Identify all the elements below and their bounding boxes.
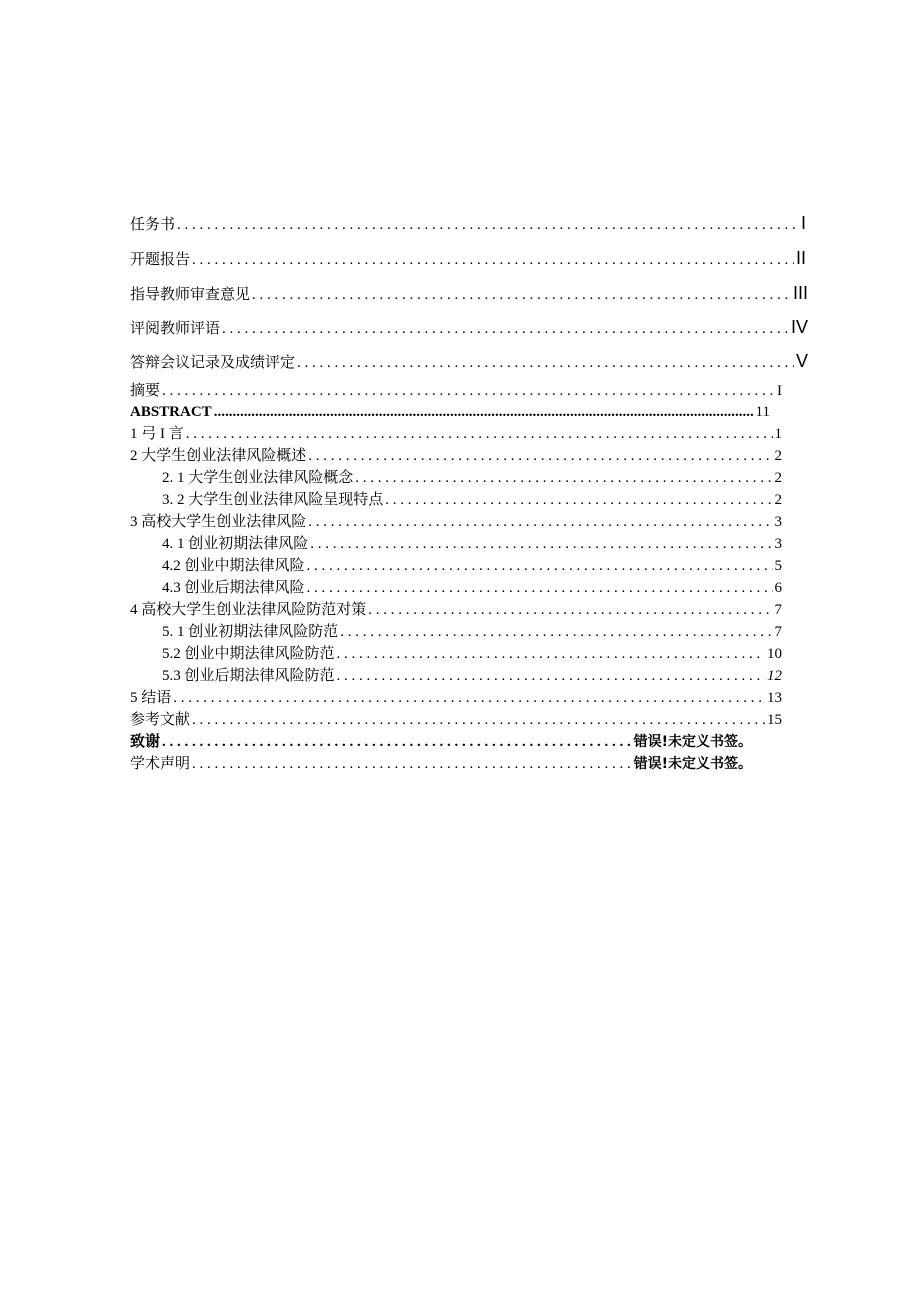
toc-entry-title: 2 大学生创业法律风险概述: [130, 448, 307, 464]
dot-leader: [192, 249, 794, 269]
toc-entry-page: 2: [774, 470, 782, 486]
dot-leader: [162, 381, 775, 401]
toc-entry-page: 11: [755, 404, 770, 420]
toc-entry-page-error: 错误!未定义书签。: [633, 756, 752, 772]
dot-leader: [308, 446, 772, 466]
toc-entry-conclusion[interactable]: [130, 688, 782, 708]
toc-entry-page: 3: [774, 536, 782, 552]
toc-entry-abstract-en[interactable]: [130, 402, 770, 422]
toc-entry-title: ABSTRACT: [130, 404, 212, 420]
toc-entry-title: 1 弓 I 言: [130, 426, 184, 442]
dot-leader: [385, 490, 772, 510]
toc-entry-title: 答辩会议记录及成绩评定: [130, 355, 296, 371]
toc-entry-ch3[interactable]: [130, 512, 782, 532]
toc-entry-title: 5.2 创业中期法律风险防范: [162, 646, 335, 662]
toc-entry-page: 13: [767, 690, 782, 706]
toc-entry-page: 12: [767, 668, 782, 684]
dot-leader: [192, 710, 765, 730]
dot-leader: [252, 284, 791, 304]
toc-entry-title: 5. 1 创业初期法律风险防范: [162, 624, 339, 640]
dot-leader: [173, 688, 765, 708]
toc-entry-title: 5 结语: [130, 690, 172, 706]
toc-entry-ch2-2[interactable]: [162, 490, 782, 510]
toc-entry-title: 4. 1 创业初期法律风险: [162, 536, 309, 552]
toc-entry-title: 2. 1 大学生创业法律风险概念: [162, 470, 354, 486]
toc-entry-page: 2: [774, 492, 782, 508]
toc-entry-page: 5: [774, 558, 782, 574]
toc-entry-academic-statement[interactable]: [130, 754, 752, 774]
toc-entry-ch4[interactable]: [130, 600, 782, 620]
toc-entry-title: 致谢: [130, 734, 161, 750]
toc-entry-page: V: [795, 351, 808, 371]
dot-leader: [308, 512, 772, 532]
toc-entry-title: 3 高校大学生创业法律风险: [130, 514, 307, 530]
toc-entry-title: 4.3 创业后期法律风险: [162, 580, 305, 596]
toc-entry-page: II: [795, 248, 806, 268]
dot-leader: [214, 402, 754, 422]
dot-leader: [310, 534, 772, 554]
toc-entry-ch4-3[interactable]: [162, 666, 782, 686]
dot-leader: [368, 600, 772, 620]
toc-entry-page: I: [777, 383, 782, 399]
toc-entry-page: IV: [790, 317, 808, 337]
toc-entry-ch2[interactable]: [130, 446, 782, 466]
toc-entry-task-book[interactable]: [130, 212, 806, 234]
toc-entry-title: 指导教师审查意见: [130, 287, 251, 303]
toc-entry-title: 4 高校大学生创业法律风险防范对策: [130, 602, 367, 618]
toc-entry-page: 1: [774, 426, 782, 442]
dot-leader: [186, 424, 773, 444]
dot-leader: [222, 318, 789, 338]
toc-entry-reviewer-comments[interactable]: [130, 316, 808, 338]
toc-entry-title: 评阅教师评语: [130, 321, 221, 337]
toc-entry-page: 2: [774, 448, 782, 464]
toc-entry-ch3-2[interactable]: [162, 556, 782, 576]
dot-leader: [192, 754, 632, 774]
toc-entry-ch3-1[interactable]: [162, 534, 782, 554]
toc-entry-page: 7: [774, 602, 782, 618]
dot-leader: [340, 622, 772, 642]
toc-entry-page-error: 错误!未定义书签。: [633, 734, 752, 750]
toc-entry-ch1[interactable]: [130, 424, 782, 444]
toc-entry-page: 3: [774, 514, 782, 530]
dot-leader: [337, 666, 765, 686]
toc-entry-ch2-1[interactable]: [162, 468, 782, 488]
toc-entry-page: 6: [774, 580, 782, 596]
dot-leader: [355, 468, 772, 488]
toc-entry-acknowledgements[interactable]: [130, 732, 752, 752]
toc-entry-page: I: [800, 213, 806, 233]
toc-entry-abstract-cn[interactable]: [130, 381, 782, 401]
toc-entry-page: 15: [767, 712, 782, 728]
toc-entry-proposal-report[interactable]: [130, 247, 806, 269]
toc-entry-ch4-2[interactable]: [162, 644, 782, 664]
toc-entry-title: 开题报告: [130, 252, 191, 268]
toc-entry-title: 3. 2 大学生创业法律风险呈现特点: [162, 492, 384, 508]
toc-entry-advisor-review[interactable]: [130, 282, 808, 304]
toc-entry-ch3-3[interactable]: [162, 578, 782, 598]
dot-leader: [162, 732, 632, 752]
dot-leader: [297, 352, 794, 372]
toc-entry-defense-record[interactable]: [130, 350, 808, 372]
toc-entry-title: 摘要: [130, 383, 161, 399]
toc-entry-references[interactable]: [130, 710, 782, 730]
toc-entry-title: 4.2 创业中期法律风险: [162, 558, 305, 574]
toc-entry-page: 10: [767, 646, 782, 662]
toc-entry-title: 5.3 创业后期法律风险防范: [162, 668, 335, 684]
dot-leader: [307, 578, 773, 598]
dot-leader: [177, 214, 799, 234]
dot-leader: [337, 644, 765, 664]
toc-entry-page: 7: [774, 624, 782, 640]
toc-entry-page: III: [792, 283, 808, 303]
dot-leader: [307, 556, 773, 576]
toc-entry-title: 任务书: [130, 217, 176, 233]
toc-entry-title: 学术声明: [130, 756, 191, 772]
toc-entry-ch4-1[interactable]: [162, 622, 782, 642]
toc-entry-title: 参考文献: [130, 712, 191, 728]
